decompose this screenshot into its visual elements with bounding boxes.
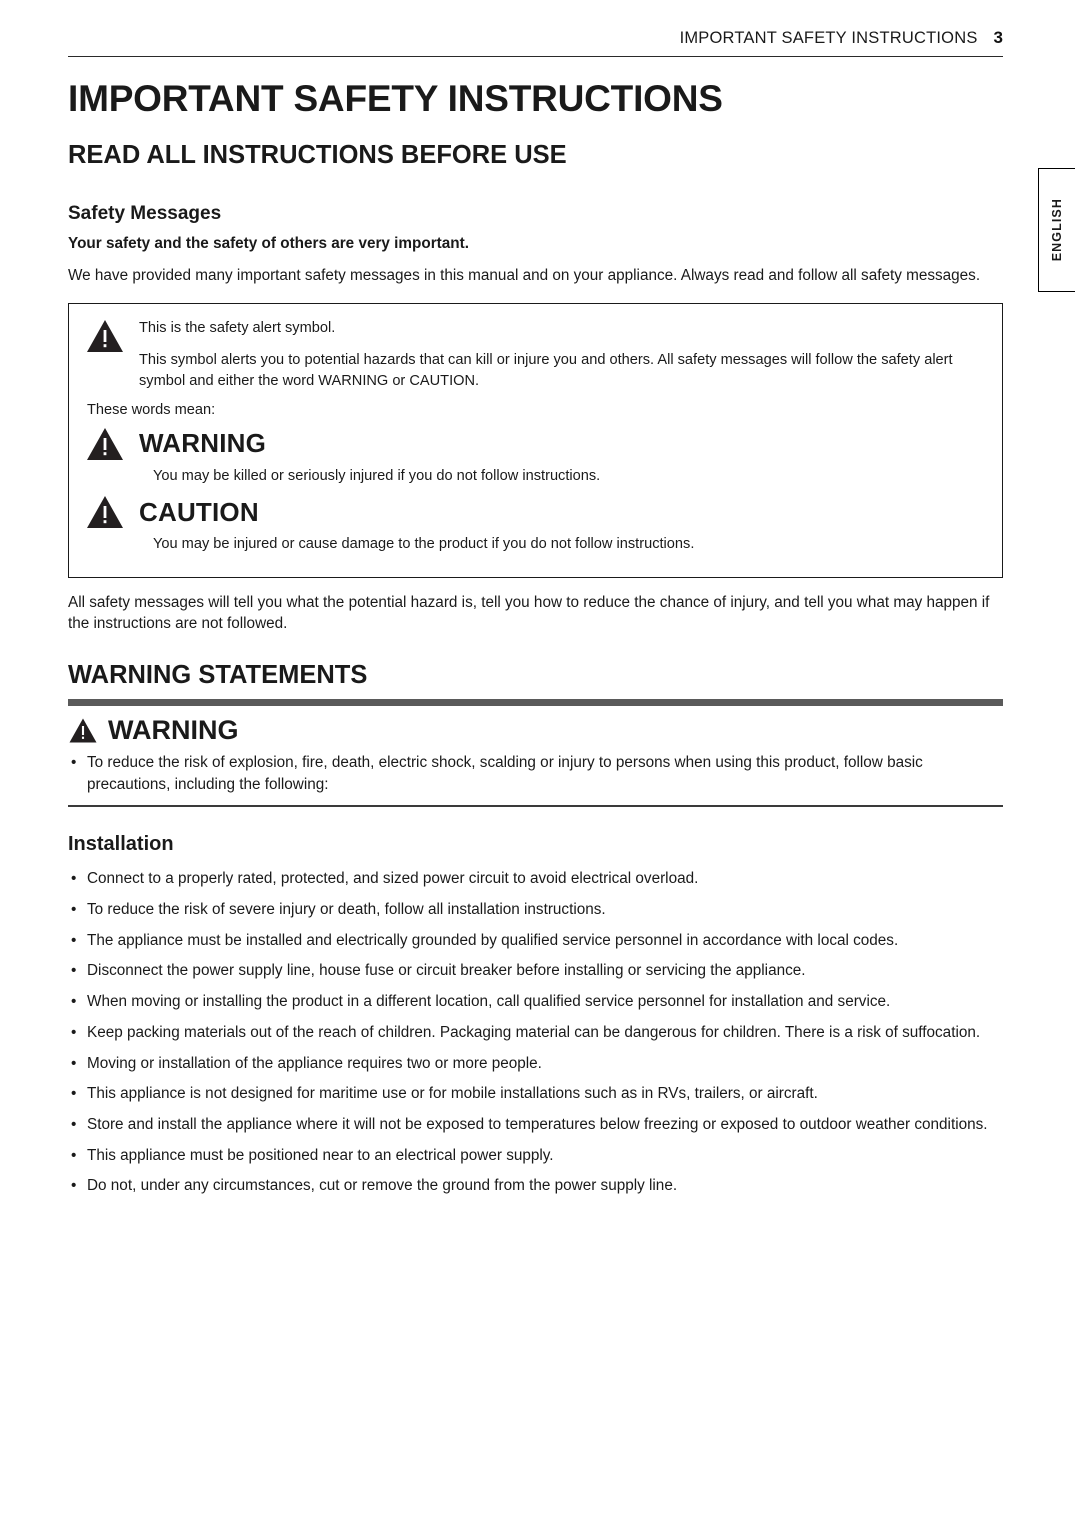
warning-triangle-icon (68, 717, 98, 744)
list-item: • The appliance must be installed and electrically grounded by qualified service personnel in accordance with local codes. (68, 930, 1003, 952)
caution-word-description: You may be injured or cause damage to the product if you do not follow instructions. (153, 536, 695, 553)
list-item: • Moving or installation of the appliance requires two or more people. (68, 1053, 1003, 1075)
warning-banner-rule-top (68, 699, 1003, 706)
safety-messages-intro: We have provided many important safety messages in this manual and on your appliance. Always read and follow all safety messages. (68, 267, 981, 284)
warning-word-description: You may be killed or seriously injured if you do not follow instructions. (153, 467, 601, 484)
caution-word-label: CAUTION (139, 496, 259, 527)
list-item: • To reduce the risk of severe injury or death, follow all installation instructions. (68, 899, 1003, 921)
page-title: IMPORTANT SAFETY INSTRUCTIONS (68, 78, 723, 119)
section-title: READ ALL INSTRUCTIONS BEFORE USE (68, 140, 567, 169)
warning-banner-rule-bottom (68, 805, 1003, 808)
page-number: 3 (993, 28, 1003, 47)
safety-messages-heading: Safety Messages (68, 203, 222, 224)
running-head (68, 28, 1003, 57)
warning-triangle-icon (85, 318, 125, 354)
list-item: • Store and install the appliance where it will not be exposed to temperatures below freezing or exposed to outdoor weather conditions. (68, 1114, 1003, 1136)
safety-messages-lead: Your safety and the safety of others are very important. (68, 235, 469, 252)
language-side-tab (1038, 168, 1075, 292)
warning-banner-head (68, 715, 1003, 746)
warning-triangle-icon (85, 494, 125, 530)
warning-banner-word: WARNING (108, 715, 239, 746)
these-words-mean-label: These words mean: (87, 401, 216, 418)
after-box-paragraph: All safety messages will tell you what the potential hazard is, tell you how to reduce the chance of injury, and tell you what may happen if the instructions are not followed. (68, 593, 990, 633)
safety-alert-box (68, 303, 1003, 578)
language-side-tab-label: ENGLISH (1050, 198, 1064, 262)
list-item: • Connect to a properly rated, protected, and sized power circuit to avoid electrical overload. (68, 868, 1003, 890)
list-item: • This appliance is not designed for maritime use or for mobile installations such as in RVs, trailers, or aircraft. (68, 1083, 1003, 1105)
warning-word-row (85, 426, 986, 462)
installation-heading: Installation (68, 833, 174, 856)
list-item: • Keep packing materials out of the reach of children. Packaging material can be dangerous for children. There is a risk of suffocation. (68, 1022, 1003, 1044)
running-head-title: IMPORTANT SAFETY INSTRUCTIONS (679, 29, 978, 47)
warning-statements-title: WARNING STATEMENTS (68, 661, 368, 690)
safety-alert-line-1: This is the safety alert symbol. (139, 319, 336, 336)
safety-alert-line-2: This symbol alerts you to potential hazards that can kill or injure you and others. All safety messages will follow the safety alert symbol and either the word WARNING or CAUTION. (139, 352, 953, 390)
warning-triangle-icon (85, 426, 125, 462)
list-item: • Disconnect the power supply line, house fuse or circuit breaker before installing or servicing the appliance. (68, 960, 1003, 982)
list-item: • When moving or installing the product in a different location, call qualified service personnel for installation and service. (68, 991, 1003, 1013)
warning-banner-bullets (68, 752, 1003, 795)
caution-word-row (85, 494, 986, 530)
list-item: • To reduce the risk of explosion, fire, death, electric shock, scalding or injury to persons when using this product, follow basic precautions, including the following: (68, 752, 1003, 795)
list-item: • Do not, under any circumstances, cut or remove the ground from the power supply line. (68, 1175, 1003, 1197)
installation-list (68, 868, 1003, 1197)
safety-alert-text (139, 318, 986, 392)
warning-word-label: WARNING (139, 428, 267, 459)
list-item: • This appliance must be positioned near to an electrical power supply. (68, 1145, 1003, 1167)
safety-alert-symbol-row (85, 318, 986, 392)
